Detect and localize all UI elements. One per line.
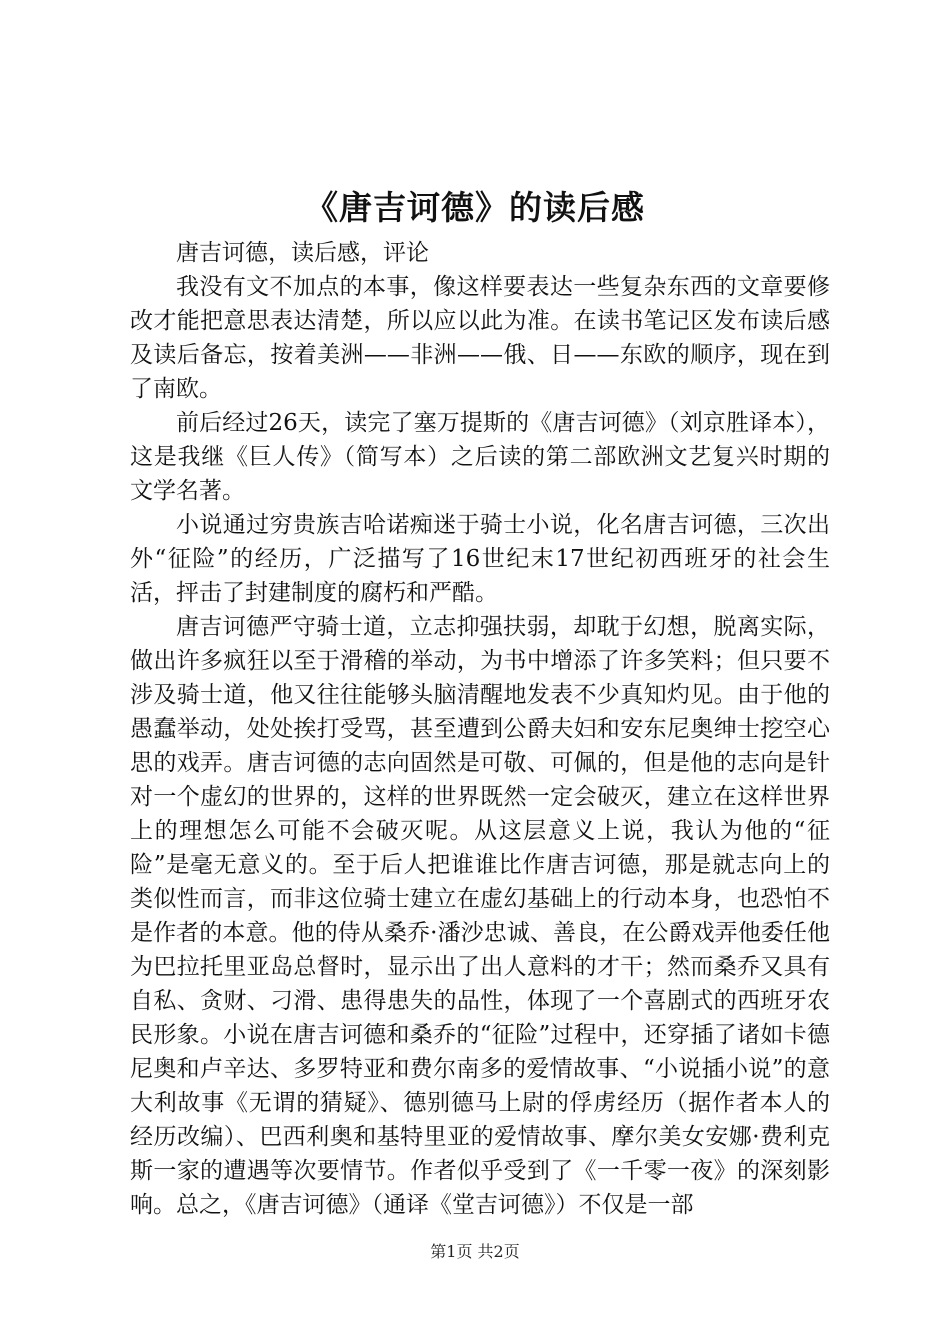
body-paragraph: 小说通过穷贵族吉哈诺痴迷于骑士小说，化名唐吉诃德，三次出外“征险”的经历，广泛描写了16世纪末17世纪初西班牙的社会生活，抨击了封建制度的腐朽和严酷。 xyxy=(130,512,830,606)
body-paragraph: 前后经过26天，读完了塞万提斯的《唐吉诃德》（刘京胜译本），这是我继《巨人传》（简写本）之后读的第二部欧洲文艺复兴时期的文学名著。 xyxy=(130,410,830,504)
body-paragraph: 唐吉诃德严守骑士道，立志抑强扶弱，却耽于幻想，脱离实际，做出许多疯狂以至于滑稽的举动，为书中增添了许多笑料；但只要不涉及骑士道，他又往往能够头脑清醒地发表不少真知灼见。由于他的愚蠢举动，处处挨打受骂，甚至遭到公爵夫妇和安东尼奥绅士挖空心思的戏弄。唐吉诃德的志向固然是可敬、可佩的，但是他的志向是针对一个虚幻的世界的，这样的世界既然一定会破灭，建立在这样世界上的理想怎么可能不会破灭呢。从这层意义上说，我认为他的“征险”是毫无意义的。至于后人把谁谁比作唐吉诃德，那是就志向上的类似性而言，而非这位骑士建立在虚幻基础上的行动本身，也恐怕不是作者的本意。他的侍从桑乔·潘沙忠诚、善良，在公爵戏弄他委任他为巴拉托里亚岛总督时，显示出了出人意料的才干；然而桑乔又具有自私、贪财、刁滑、患得患失的品性，体现了一个喜剧式的西班牙农民形象。小说在唐吉诃德和桑乔的“征险”过程中，还穿插了诸如卡德尼奥和卢辛达、多罗特亚和费尔南多的爱情故事、“小说插小说”的意大利故事《无谓的猜疑》、德别德马上尉的俘虏经历（据作者本人的经历改编）、巴西利奥和基特里亚的爱情故事、摩尔美女安娜·费利克斯一家的遭遇等次要情节。作者似乎受到了《一千零一夜》的深刻影响。总之，《唐吉诃德》（通译《堂吉诃德》）不仅是一部 xyxy=(130,614,830,1218)
document-title: 《唐吉诃德》的读后感 xyxy=(305,188,645,227)
body-paragraph: 我没有文不加点的本事，像这样要表达一些复杂东西的文章要修改才能把意思表达清楚，所以应以此为准。在读书笔记区发布读后感及读后备忘，按着美洲——非洲——俄、日——东欧的顺序，现在到了南欧。 xyxy=(130,274,830,402)
keywords-paragraph: 唐吉诃德，读后感，评论 xyxy=(176,240,429,266)
page-number-footer: 第1页 共2页 xyxy=(430,1242,520,1261)
document-body xyxy=(130,236,830,1222)
